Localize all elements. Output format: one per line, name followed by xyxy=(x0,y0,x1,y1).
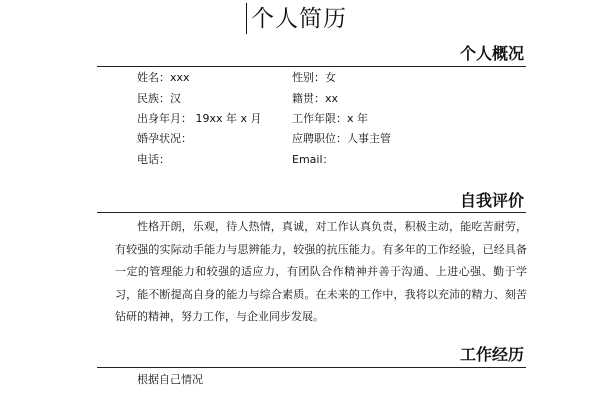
section-heading-overview: 个人概况 xyxy=(459,44,524,63)
section-divider-work-experience xyxy=(97,367,526,368)
field-work-years: 工作年限：x 年 xyxy=(292,112,369,125)
field-position: 应聘职位：人事主管 xyxy=(292,132,391,145)
section-divider-overview xyxy=(97,66,526,67)
field-email: Email： xyxy=(292,153,334,166)
field-birth: 出身年月： 19xx 年 x 月 xyxy=(137,112,262,125)
field-native-place: 籍贯：xx xyxy=(292,92,339,105)
section-heading-work-experience: 工作经历 xyxy=(459,345,524,364)
self-evaluation-text: 性格开朗，乐观，待人热情，真诚，对工作认真负责，积极主动，能吃苦耐劳，有较强的实际动手能力与思辨能力，较强的抗压能力。有多年的工作经验，已经具备一定的管理能力和较强的适应力，有团队合作精神并善于沟通、上进心强、勤于学习，能不断提高自身的能力与综合素质。在未来的工作中，我将以充沛的精力、刻苦钻研的精神，努力工作，与企业同步发展。 xyxy=(115,220,527,323)
field-phone: 电话： xyxy=(137,153,170,166)
work-experience-note: 根据自己情况 xyxy=(137,373,203,386)
field-ethnicity: 民族：汉 xyxy=(137,92,181,105)
field-gender: 性别：女 xyxy=(292,71,336,84)
section-divider-self-evaluation xyxy=(97,212,526,213)
document-title: 个人简历 xyxy=(251,6,347,32)
field-name: 姓名：xxx xyxy=(137,71,190,84)
field-marital-status: 婚孕状况： xyxy=(137,132,192,145)
section-heading-self-evaluation: 自我评价 xyxy=(459,191,524,210)
